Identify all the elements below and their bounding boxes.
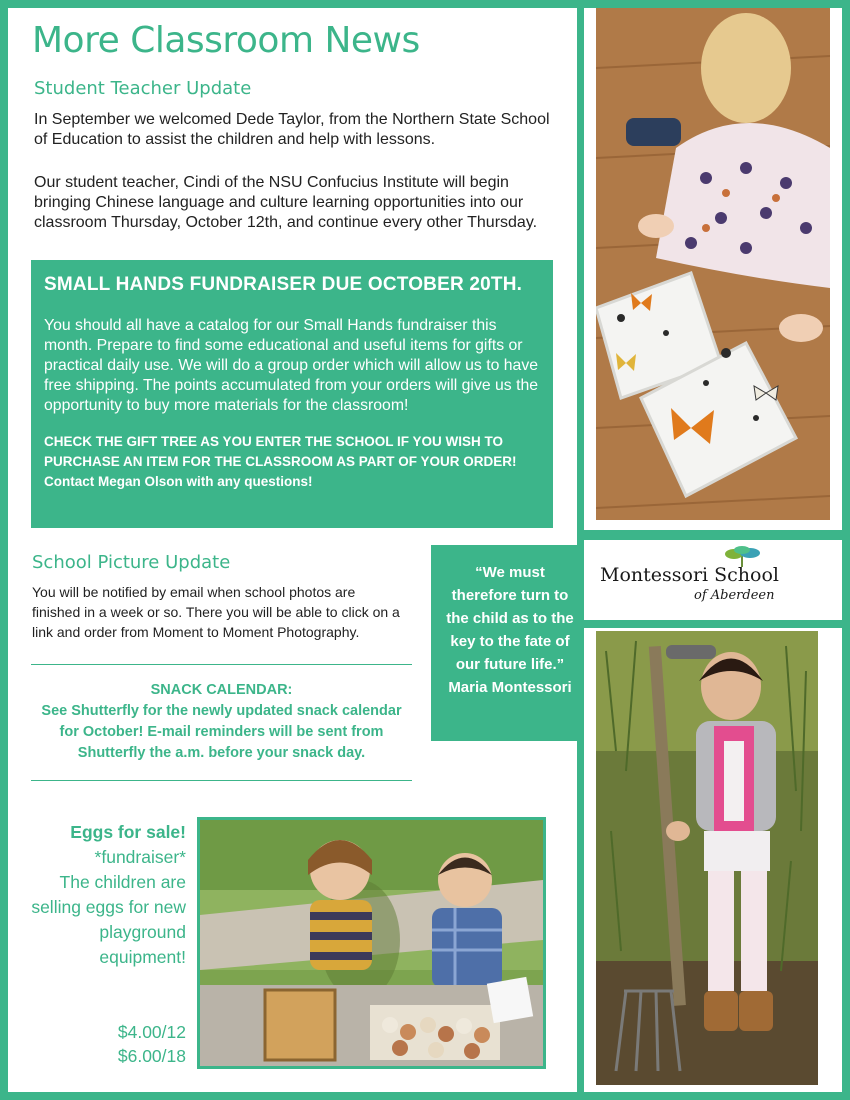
garden-photo-frame xyxy=(584,628,842,1092)
snack-calendar-block xyxy=(31,680,412,764)
logo-name: Montessori School xyxy=(600,564,779,586)
fundraiser-box xyxy=(31,260,553,528)
quote-author: Maria Montessori xyxy=(448,679,572,696)
eggs-subtitle: *fundraiser* xyxy=(94,847,186,867)
butterfly-photo-frame xyxy=(584,8,842,530)
quote-box xyxy=(431,545,589,741)
egg-prices xyxy=(20,1020,186,1068)
logo-subtitle: of Aberdeen xyxy=(694,588,775,603)
school-logo xyxy=(584,540,842,620)
child-with-butterfly-boxes-photo xyxy=(596,8,830,520)
gift-tree-note: CHECK THE GIFT TREE AS YOU ENTER THE SCHOOL IF YOU WISH TO PURCHASE AN ITEM FOR THE CLASSROOM AS PART OF YOUR ORDER! xyxy=(44,434,517,469)
snack-calendar-body: See Shutterfly for the newly updated snack calendar for October! E-mail reminders will be sent from Shutterfly the a.m. before your snack day. xyxy=(41,703,402,761)
children-selling-eggs-photo xyxy=(200,820,543,1066)
eggs-for-sale-block xyxy=(20,820,186,970)
school-picture-body: You will be notified by email when school photos are finished in a week or so. There you will be able to click on a link and order from Moment to Moment Photography. xyxy=(32,584,400,640)
fundraiser-contact: Contact Megan Olson with any questions! xyxy=(44,474,313,489)
student-teacher-paragraph-2: Our student teacher, Cindi of the NSU Confucius Institute will begin bringing Chinese language and culture learning opportunities into our classroom Thursday, October 12th, and continue every other Thursday. xyxy=(34,174,538,231)
fundraiser-callout xyxy=(44,432,540,492)
quote-text: “We must therefore turn to the child as to the key to the fate of our future life.” xyxy=(446,564,574,673)
fundraiser-heading: SMALL HANDS FUNDRAISER DUE OCTOBER 20TH. xyxy=(44,274,523,295)
price-dozen: $4.00/12 xyxy=(117,1022,186,1042)
price-eighteen: $6.00/18 xyxy=(117,1046,186,1066)
eggs-body: The children are selling eggs for new playground equipment! xyxy=(31,872,186,967)
page-title: More Classroom News xyxy=(32,20,420,61)
eggs-photo-frame xyxy=(197,817,546,1069)
student-teacher-heading: Student Teacher Update xyxy=(34,78,252,99)
fundraiser-body: You should all have a catalog for our Small Hands fundraiser this month. Prepare to find some educational and useful items for gifts or practical daily use. We will do a group order which will allow us to have free shipping. The points accumulated from your orders will give us the opportunity to buy more materials for the classroom! xyxy=(44,317,539,414)
child-with-pitchfork-photo xyxy=(596,631,818,1085)
school-picture-heading: School Picture Update xyxy=(32,552,231,573)
eggs-title: Eggs for sale! xyxy=(70,822,186,842)
snack-calendar-heading: SNACK CALENDAR: xyxy=(150,682,293,698)
divider xyxy=(31,780,412,781)
student-teacher-paragraph-1: In September we welcomed Dede Taylor, from the Northern State School of Education to assist the children and help with lessons. xyxy=(34,111,550,148)
divider xyxy=(31,664,412,665)
